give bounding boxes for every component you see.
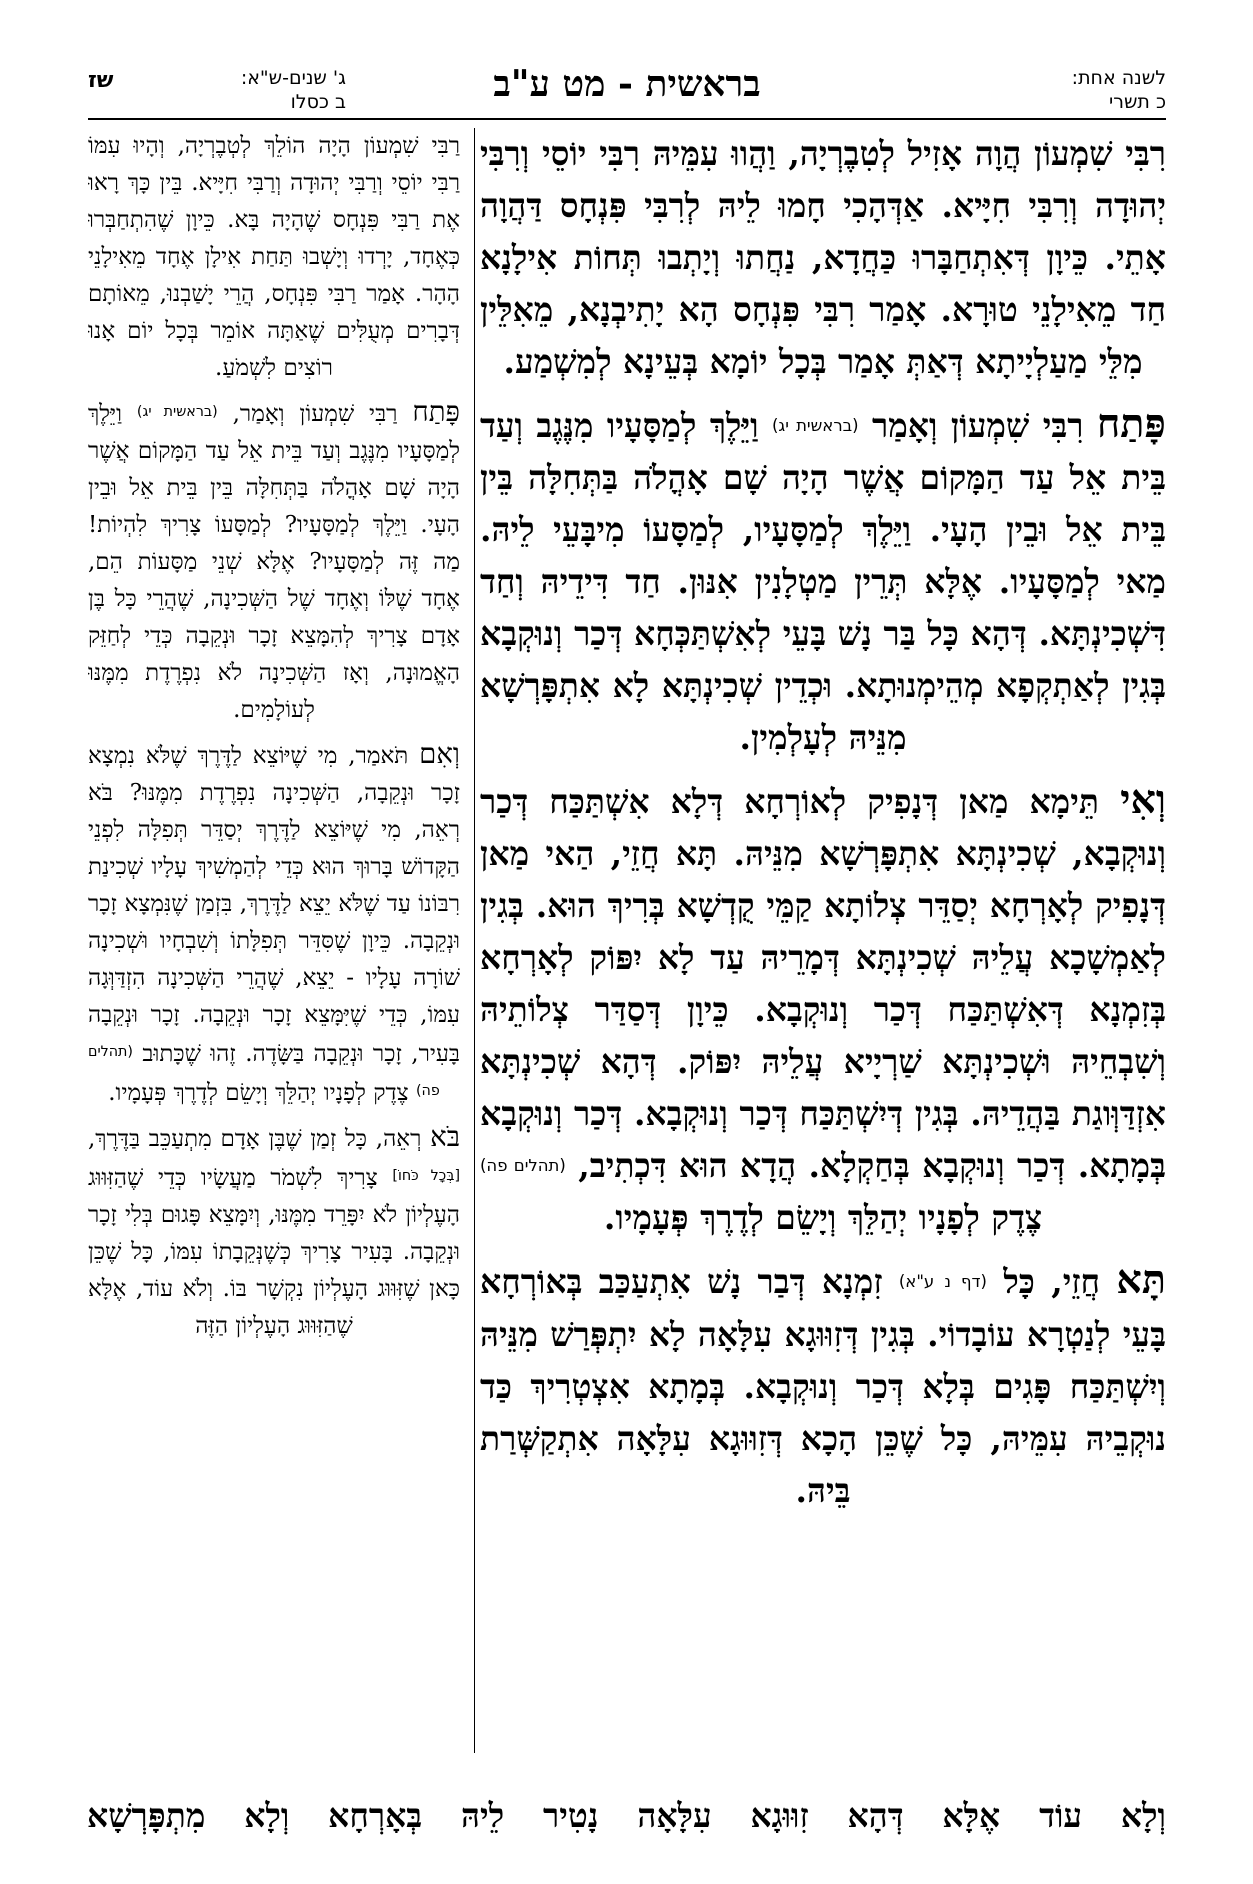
column-divider <box>474 128 475 1753</box>
aramaic-column <box>480 128 1166 1758</box>
hebrew-p3-reference: (תהלים פה) <box>88 1044 440 1099</box>
header-right-date <box>966 66 1166 114</box>
aramaic-paragraph-2 <box>480 398 1166 764</box>
aramaic-p4-text-b: זִמְנָא דְּבַר נָשׁ אִתְעַכַּב בְּאוֹרְחָא בָּעֵי לְנַטְרָא עוֹבָדוֹי. בְּגִין דְּזִוּוּגָא עִלָּאָה לָא יִתְפְּרַשׁ מִנֵּיהּ וְיִשְׁתַּכַּח פָּגִים בְּלָא דְּכַר וְנוּקְבָא. בְּמָתָא אִצְטְרִיךְ כַּד נוּקְבֵיהּ עִמֵּיהּ, כָּל שֶׁכֵּן הָכָא דְּזִוּוּגָא עִלָּאָה אִתְקַשְּׁרַת בֵּיהּ. <box>480 1262 1166 1510</box>
page-number: שז <box>88 68 114 93</box>
header-right-line1: לשנה אחת: <box>1071 67 1166 89</box>
aramaic-paragraph-4 <box>480 1254 1166 1516</box>
hebrew-p1-text: רַבִּי שִׁמְעוֹן הָיָה הוֹלֵךְ לְטְבֶרְיָה, וְהָיוּ עִמּוֹ רַבִּי יוֹסֵי וְרַבִּי יְהוּדָה וְרַבִּי חִיָּיא. בֵּין כָּךְ רָאוּ אֶת רַבִּי פִּנְחָס שֶׁהָיָה בָּא. כֵּיוָן שֶׁהִתְחַבְּרוּ כְּאֶחָד, יָרְדוּ וְיָשְׁבוּ תַּחַת אִילָן אֶחָד מֵאִילָנֵי הָהָר. אָמַר רַבִּי פִּנְחָס, הֲרֵי יָשַׁבְנוּ, מֵאוֹתָם דְּבָרִים מְעֻלִּים שֶׁאַתָּה אוֹמֵר בְּכָל יוֹם אָנוּ רוֹצִים לִשְׁמֹעַ. <box>88 133 460 381</box>
hebrew-p2-text-a: רַבִּי שִׁמְעוֹן וְאָמַר, <box>232 401 398 427</box>
header-rule <box>88 118 1166 120</box>
aramaic-p4-text-a: חֲזֵי, כָּל <box>1003 1262 1101 1302</box>
header-right-line2: כ תשרי <box>1108 91 1166 113</box>
aramaic-p3-text-a: תֵּימָא מַאן דְּנָפִיק לְאוֹרְחָא דְּלָא אִשְׁתַּכַּח דְּכַר וְנוּקְבָא, שְׁכִינְתָּא אִתְפָּרְשָׁא מִנֵּיהּ. תָּא חֲזֵי, הַאי מַאן דְּנָפִיק לְאָרְחָא יְסַדֵּר צְלוֹתָא קַמֵּי קֻדְשָׁא בְּרִיךְ הוּא. בְּגִין לְאַמְשָׁכָא עֲלֵיהּ שְׁכִינְתָּא דְּמָרֵיהּ עַד לָא יִפּוֹק לְאָרְחָא בְּזִמְנָא דְּאִשְׁתַּכַּח דְּכַר וְנוּקְבָא. כֵּיוָן דְּסַדַּר צְלוֹתֵיהּ וְשִׁבְחֵיהּ וּשְׁכִינְתָּא שַׁרְיָיא עֲלֵיהּ יִפּוֹק. דְּהָא שְׁכִינְתָּא אִזְדַּוְּוגַת בַּהֲדֵיהּ. בְּגִין דְּיִשְׁתַּכַּח דְּכַר וְנוּקְבָא. דְּכַר וְנוּקְבָא בְּמָתָא. דְּכַר וְנוּקְבָא בְּחַקְלָא. הֲדָא הוּא דִּכְתִיב, <box>480 782 1166 1186</box>
aramaic-p4-reference: (דף נ ע"א) <box>898 1272 987 1292</box>
aramaic-paragraph-3 <box>480 774 1166 1244</box>
aramaic-p3-reference: (תהלים פה) <box>480 1156 566 1176</box>
full-width-last-line: וְלָא עוֹד אֶלָּא דְּהָא זִוּוּגָא עִלָּאָה נָטִיר לֵיהּ בְּאָרְחָא וְלָא מִתְפָּרְשָׁא <box>87 1796 1166 1835</box>
hebrew-paragraph-4 <box>88 1118 460 1345</box>
hebrew-p3-text-a: תֹּאמַר, מִי שֶׁיּוֹצֵא לַדֶּרֶךְ שֶׁלֹּא נִמְצָא זָכָר וּנְקֵבָה, הַשְּׁכִינָה נִפְרֶדֶת מִמֶּנּוּ? בֹּא רְאֵה, מִי שֶׁיּוֹצֵא לַדֶּרֶךְ יְסַדֵּר תְּפִלָּה לִפְנֵי הַקָּדוֹשׁ בָּרוּךְ הוּא כְּדֵי לְהַמְשִׁיךְ עָלָיו שְׁכִינַת רִבּוֹנוֹ עַד שֶׁלֹּא יֵצֵא לַדֶּרֶךְ, בִּזְמַן שֶׁנִּמְצָא זָכָר וּנְקֵבָה. כֵּיוָן שֶׁסִּדֵּר תְּפִלָּתוֹ וְשִׁבְחָיו וּשְׁכִינָה שׁוֹרָה עָלָיו - יֵצֵא, שֶׁהֲרֵי הַשְּׁכִינָה הִזְדַּוְּגָה עִמּוֹ, כְּדֵי שֶׁיִּמָּצֵא זָכָר וּנְקֵבָה. זָכָר וּנְקֵבָה בָּעִיר, זָכָר וּנְקֵבָה בַּשָּׂדֶה. זֶהוּ שֶׁכָּתוּב <box>88 743 460 1067</box>
header-left-date <box>136 66 346 114</box>
aramaic-p2-text-b: וַיֵּלֶךְ לְמַסָּעָיו מִנֶּגֶב וְעַד בֵּית אֵל עַד הַמָּקוֹם אֲשֶׁר הָיָה שָׁם אָהֳלֹה בַּתְּחִלָּה בֵּין בֵּית אֵל וּבֵין הָעָי. וַיֵּלֶךְ לְמַסָּעָיו, לְמַסָּעוֹ מִיבָּעֵי לֵיהּ. מַאי לְמַסָּעָיו. אֶלָּא תְּרֵין מַטְלָנִין אִנּוּן. חַד דִּידֵיהּ וְחַד דִּשְׁכִינְתָּא. דְּהָא כָּל בַּר נָשׁ בָּעֵי לְאִשְׁתַּכְּחָא דְּכַר וְנוּקְבָא בְּגִין לְאַתְקְפָא מְהֵימְנוּתָא. וּכְדֵין שְׁכִינְתָּא לָא אִתְפָּרְשָׁא מִנֵּיהּ לְעָלְמִין. <box>480 406 1166 758</box>
aramaic-p1-text: רִבִּי שִׁמְעוֹן הֲוָה אָזִיל לְטִבֶרְיָה, וַהֲווּ עִמֵּיהּ רִבִּי יוֹסֵי וְרִבִּי יְהוּדָה וְרִבִּי חִיָּיא. אַדְּהָכִי חָמוּ לֵיהּ לְרִבִּי פִּנְחָס דַּהֲוָה אָתֵי. כֵּיוָן דְּאִתְחַבָּרוּ כַּחֲדָא, נַחֲתוּ וְיָתְבוּ תְּחוֹת אִילָנָא חַד מֵאִילָנֵי טוּרָא. אָמַר רִבִּי פִּנְחָס הָא יָתִיבְנָא, מֵאִלֵּין מִלֵּי מַעַלְיָיתָא דְּאַתְּ אָמַר בְּכָל יוֹמָא בְּעֵינָא לְמִשְׁמַע. <box>480 134 1166 381</box>
hebrew-paragraph-3 <box>88 735 460 1112</box>
header-left-line2: ב כסלו <box>290 91 346 113</box>
hebrew-p3-text-b: צֶדֶק לְפָנָיו יְהַלֵּךְ וְיָשֵׂם לְדֶרֶךְ פְּעָמָיו. <box>108 1079 409 1106</box>
hebrew-p4-text-b: צָרִיךְ לִשְׁמֹר מַעֲשָׂיו כְּדֵי שֶׁהַזִּוּוּג הָעֶלְיוֹן לֹא יִפָּרֵד מִמֶּנּוּ, וְיִמָּצֵא פָּגוּם בְּלִי זָכָר וּנְקֵבָה. בָּעִיר צָרִיךְ כְּשֶׁנְּקֵבָתוֹ עִמּוֹ, כָּל שֶׁכֵּן כָּאן שֶׁזִּוּוּג הָעֶלְיוֹן נִקְשָׁר בּוֹ. וְלֹא עוֹד, אֶלָּא שֶׁהַזִּוּוּג הָעֶלְיוֹן הַזֶּה <box>88 1164 460 1339</box>
aramaic-p3-opening-word: וְאִי <box>1120 777 1166 824</box>
page-title: בראשית - מט ע"ב <box>493 63 761 105</box>
hebrew-p2-text-b: וַיֵּלֶךְ לְמַסָּעָיו מִנֶּגֶב וְעַד בֵּית אֵל עַד הַמָּקוֹם אֲשֶׁר הָיָה שָׁם אָהֳלֹה בַּתְּחִלָּה בֵּין בֵּית אֵל וּבֵין הָעָי. וַיֵּלֶךְ לְמַסָּעָיו? לְמַסָּעוֹ צָרִיךְ לִהְיוֹת! מַה זֶּה לְמַסָּעָיו? אֶלָּא שְׁנֵי מַסָּעוֹת הֵם, אֶחָד שֶׁלּוֹ וְאֶחָד שֶׁל הַשְּׁכִינָה, שֶׁהֲרֵי כָּל בֶּן אָדָם צָרִיךְ לְהִמָּצֵא זָכָר וּנְקֵבָה כְּדֵי לְחַזֵּק הָאֱמוּנָה, וְאָז הַשְּׁכִינָה לֹא נִפְרֶדֶת מִמֶּנּוּ לְעוֹלָמִים. <box>88 401 460 723</box>
hebrew-p2-opening-word: פָּתַח <box>412 395 460 428</box>
aramaic-p2-opening-word: פָּתַח <box>1096 401 1166 447</box>
hebrew-p4-text-a: רְאֵה, כָּל זְמַן שֶׁבֶּן אָדָם מִתְעַכֵּב בַּדֶּרֶךְ, <box>88 1125 422 1152</box>
hebrew-paragraph-2 <box>88 393 460 729</box>
aramaic-p3-text-b: צֶדֶק לְפָנָיו יְהַלֵּךְ וְיָשֵׂם לְדֶרֶךְ פְּעָמָיו. <box>603 1198 1043 1238</box>
hebrew-translation-column <box>88 128 460 1758</box>
hebrew-p4-reference: [בְּכָל כֹּחוֹ] <box>392 1167 460 1184</box>
hebrew-p2-reference: (בראשית יג) <box>136 404 218 421</box>
aramaic-p2-text-a: רִבִּי שִׁמְעוֹן וְאָמַר <box>872 406 1084 445</box>
aramaic-p4-opening-word: תָּא <box>1116 1257 1166 1304</box>
aramaic-paragraph-1 <box>480 128 1166 388</box>
header-left-line1: ג' שנים-ש"א: <box>240 67 346 89</box>
hebrew-paragraph-1 <box>88 128 460 387</box>
page-header <box>88 60 1166 114</box>
hebrew-p4-opening-word: בֹּא <box>430 1119 460 1153</box>
aramaic-p2-reference: (בראשית יג) <box>771 416 859 436</box>
hebrew-p3-opening-word: וְאִם <box>419 737 460 770</box>
